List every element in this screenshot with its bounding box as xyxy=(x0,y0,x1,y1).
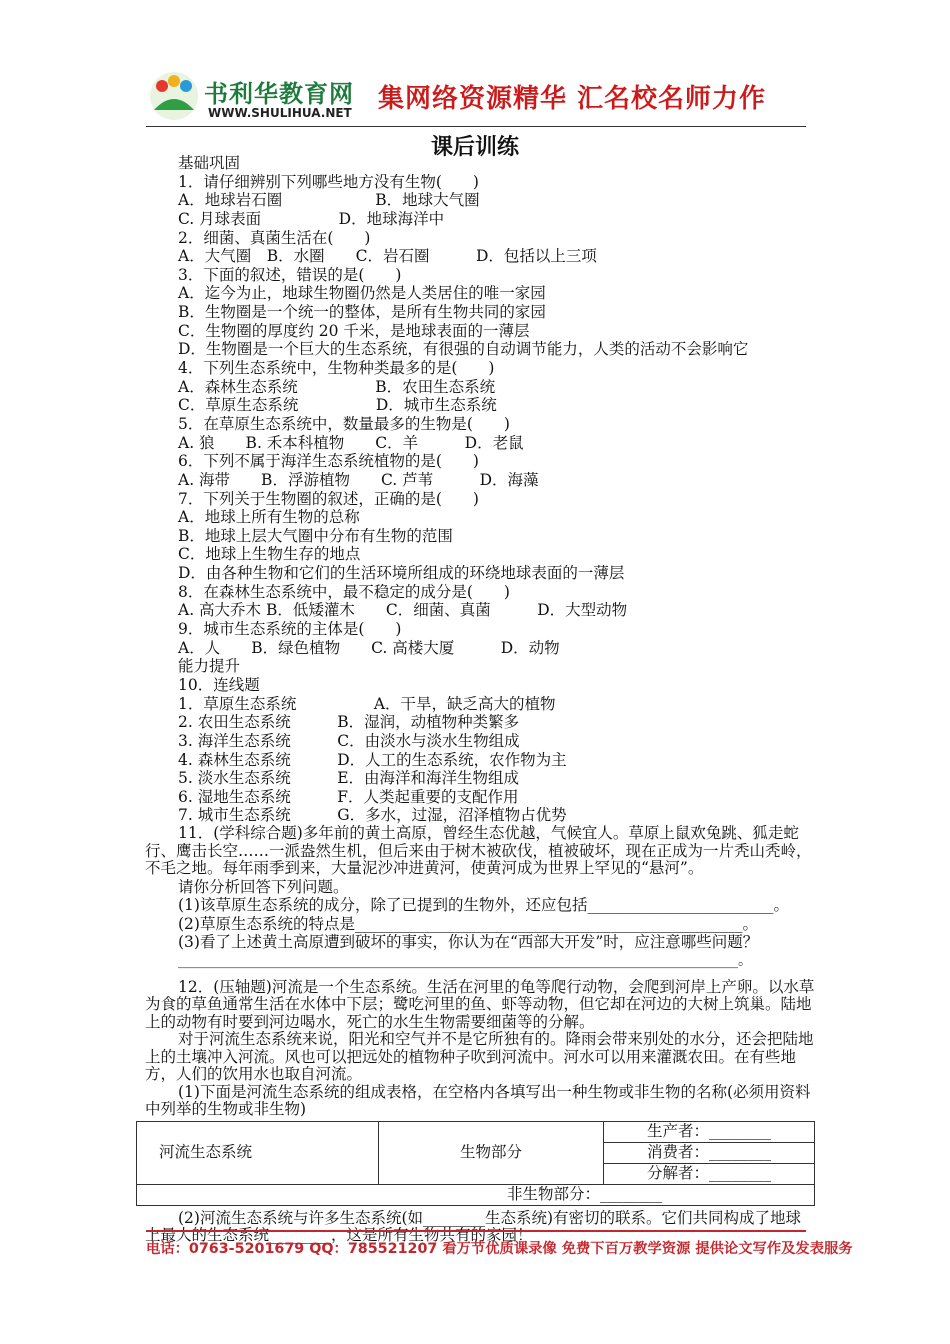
question-line: A．地球岩石圈 B．地球大气圈 xyxy=(178,191,480,210)
question-line: D．生物圈是一个巨大的生态系统，有很强的自动调节能力，人类的活动不会影响它 xyxy=(178,340,749,359)
brand-url: WWW.SHULIHUA.NET xyxy=(208,106,352,120)
q12-stem: 12．(压轴题)河流是一个生态系统。生活在河里的龟等爬行动物，会爬到河岸上产卵。以水草为食的草鱼通常生活在水体中下层；鹭吃河里的鱼、虾等动物，但它却在河边的大树上筑巢。陆地上的动物有时要到河边喝水，死亡的水生生物需要细菌等的分解。 xyxy=(145,977,815,1031)
question-line: 5．在草原生态系统中，数量最多的生物是( ) xyxy=(178,414,510,433)
question-line: A. 高大乔木 B．低矮灌木 C．细菌、真菌 D．大型动物 xyxy=(178,601,628,620)
question-line: 8．在森林生态系统中，最不稳定的成分是( ) xyxy=(178,582,510,601)
q11-sub2: (2)草原生态系统的特点是__________________________________________________。 xyxy=(178,914,758,933)
question-list xyxy=(145,154,815,825)
question-line: 4．下列生态系统中，生物种类最多的是( ) xyxy=(178,359,495,378)
header-divider xyxy=(146,126,806,127)
question-line: B．生物圈是一个统一的整体，是所有生物共同的家园 xyxy=(178,303,546,322)
table-bio-cell: 生物部分 xyxy=(379,1121,604,1184)
question-line: C．生物圈的厚度约 20 千米，是地球表面的一薄层 xyxy=(178,321,530,340)
q12-sub1: (1)下面是河流生态系统的组成表格，在空格内各填写出一种生物或非生物的名称(必须用资料中列举的生物或非生物) xyxy=(145,1082,811,1119)
question-line: A. 海带 B．浮游植物 C. 芦苇 D．海藻 xyxy=(178,470,539,489)
question-line: 3. 海洋生态系统 C．由淡水与淡水生物组成 xyxy=(178,731,520,750)
question-line: 5. 淡水生态系统 E．由海洋和海洋生物组成 xyxy=(178,769,520,788)
question-line: B．地球上层大气圈中分布有生物的范围 xyxy=(178,526,453,545)
question-line: C．草原生态系统 D．城市生态系统 xyxy=(178,396,497,415)
question-line: 7. 城市生态系统 G．多水，过湿，沼泽植物占优势 xyxy=(178,806,567,825)
footer-contact: 电话：0763-5201679 QQ：785521207 看万节优质课录像 免费下百万教学资源 提供论文写作及发表服务 xyxy=(146,1241,853,1257)
q11-sub1: (1)该草原生态系统的成分，除了已提到的生物外，还应包括________________________。 xyxy=(178,896,789,915)
page-title: 课后训练 xyxy=(430,134,519,160)
table-producer-cell: 生产者：________ xyxy=(604,1121,815,1142)
question-line: 4. 森林生态系统 D．人工的生态系统，农作物为主 xyxy=(178,750,567,769)
question-line: 7．下列关于生物圈的叙述，正确的是( ) xyxy=(178,489,479,508)
logo-icon xyxy=(148,70,200,122)
question-line: 1．草原生态系统 A．干旱，缺乏高大的植物 xyxy=(178,694,556,713)
brand-name: 书利华教育网 xyxy=(204,80,354,108)
q11-sub3: (3)看了上述黄土高原遭到破坏的事实，你认为在“西部大开发”时，应注意哪些问题？ xyxy=(178,933,759,952)
question-line: 9．城市生态系统的主体是( ) xyxy=(178,620,402,639)
table-nonbio-cell: 非生物部分：________ xyxy=(137,1184,815,1205)
q12-sub2: (2)河流生态系统与许多生态系统(如________生态系统)有密切的联系。它们共同构成了地球上最大的生态系统________，这是所有生物共有的家园！ xyxy=(145,1208,802,1245)
river-ecosystem-table xyxy=(136,1121,815,1206)
question-line: 基础巩固 xyxy=(178,154,241,172)
question-line: 2．细菌、真菌生活在( ) xyxy=(178,228,371,247)
exercise-body xyxy=(145,154,815,1245)
question-line: A．森林生态系统 B．农田生态系统 xyxy=(178,377,496,396)
question-line: C．地球上生物生存的地点 xyxy=(178,545,361,564)
question-line: A．人 B．绿色植物 C. 高楼大厦 D．动物 xyxy=(178,638,560,657)
q11-prompt: 请你分析回答下列问题。 xyxy=(178,877,349,896)
q12-para2: 对于河流生态系统来说，阳光和空气并不是它所独有的。降雨会带来别处的水分，还会把陆地上的土壤冲入河流。风也可以把远处的植物种子吹到河流中。河水可以用来灌溉农田。在有些地方，人们的饮用水也取自河流。 xyxy=(145,1030,814,1084)
question-line: 能力提升 xyxy=(178,657,241,676)
question-line: 1．请仔细辨别下列哪些地方没有生物( ) xyxy=(178,172,479,191)
q11-sub3-blank: ________________________________________________________________________________。 xyxy=(178,953,752,970)
question-line: C. 月球表面 D．地球海洋中 xyxy=(178,209,445,228)
footer-divider xyxy=(146,1230,806,1232)
table-system-cell: 河流生态系统 xyxy=(137,1121,379,1184)
header-slogan: 集网络资源精华 汇名校名师力作 xyxy=(378,84,767,114)
question-line: 10．连线题 xyxy=(178,675,260,694)
question-line: D．由各种生物和它们的生活环境所组成的环绕地球表面的一薄层 xyxy=(178,564,625,583)
table-consumer-cell: 消费者：________ xyxy=(604,1142,815,1163)
question-line: 6．下列不属于海洋生态系统植物的是( ) xyxy=(178,452,479,471)
question-line: A. 狼 B. 禾本科植物 C．羊 D．老鼠 xyxy=(178,433,524,452)
question-line: A．大气圈 B．水圈 C．岩石圈 D．包括以上三项 xyxy=(178,247,597,266)
question-line: 2. 农田生态系统 B．湿润，动植物种类繁多 xyxy=(178,713,520,732)
question-line: 3．下面的叙述，错误的是( ) xyxy=(178,265,402,284)
question-line: A．迄今为止，地球生物圈仍然是人类居住的唯一家园 xyxy=(178,284,546,303)
question-line: 6. 湿地生态系统 F．人类起重要的支配作用 xyxy=(178,787,519,806)
site-header xyxy=(148,66,808,126)
table-decomposer-cell: 分解者：________ xyxy=(604,1163,815,1184)
question-line: A．地球上所有生物的总称 xyxy=(178,508,360,527)
q11-stem: 11．(学科综合题)多年前的黄土高原，曾经生态优越，气候宜人。草原上鼠欢兔跳、狐走蛇行、鹰击长空……一派盎然生机，但后来由于树木被砍伐，植被破坏，现在正成为一片秃山秃岭，不毛之地。每年雨季到来，大量泥沙冲进黄河，使黄河成为世界上罕见的“悬河”。 xyxy=(145,824,812,878)
